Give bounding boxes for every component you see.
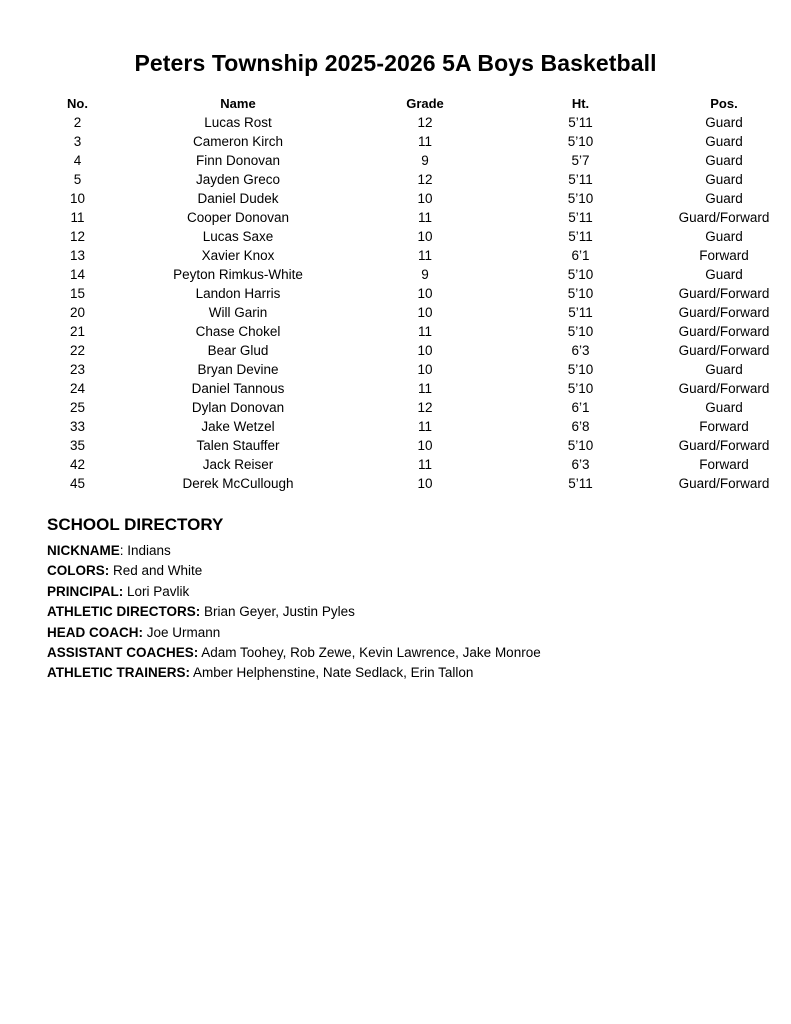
player-number: 42 <box>69 457 86 472</box>
player-position: Guard/Forward <box>678 476 770 491</box>
player-grade: 10 <box>417 476 433 491</box>
player-grade: 10 <box>417 305 433 320</box>
directory-entry <box>47 602 541 622</box>
directory-list <box>47 541 541 684</box>
table-row <box>40 417 776 436</box>
player-name: Will Garin <box>208 305 268 320</box>
player-grade: 12 <box>417 400 433 415</box>
player-height: 6’1 <box>571 400 590 415</box>
player-name: Finn Donovan <box>195 153 281 168</box>
player-number: 22 <box>69 343 86 358</box>
player-name: Jayden Greco <box>195 172 281 187</box>
directory-entry <box>47 623 541 643</box>
directory-label: HEAD COACH: <box>47 624 143 640</box>
player-grade: 10 <box>417 286 433 301</box>
player-number: 23 <box>69 362 86 377</box>
player-grade: 11 <box>417 324 432 339</box>
directory-label: ATHLETIC TRAINERS: <box>47 665 190 681</box>
player-number: 11 <box>70 210 85 225</box>
player-position: Guard/Forward <box>678 324 770 339</box>
player-height: 5’11 <box>568 115 593 130</box>
player-number: 45 <box>69 476 86 491</box>
directory-label: COLORS: <box>47 563 110 579</box>
player-height: 5’10 <box>567 134 594 149</box>
player-number: 12 <box>69 229 86 244</box>
directory-heading: SCHOOL DIRECTORY <box>47 515 224 534</box>
player-name: Landon Harris <box>195 286 281 301</box>
player-name: Peyton Rimkus-White <box>173 267 303 282</box>
player-name: Chase Chokel <box>195 324 281 339</box>
player-grade: 10 <box>417 438 433 453</box>
table-row <box>40 455 776 474</box>
player-position: Guard <box>705 172 743 187</box>
player-position: Guard <box>705 400 743 415</box>
directory-separator: : <box>119 543 128 558</box>
player-height: 5’11 <box>568 476 593 491</box>
directory-label: ATHLETIC DIRECTORS: <box>47 604 201 620</box>
table-row <box>40 436 776 455</box>
directory-entry <box>47 663 541 683</box>
player-grade: 10 <box>417 362 433 377</box>
table-row <box>40 208 776 227</box>
player-grade: 12 <box>417 115 433 130</box>
player-grade: 9 <box>421 267 429 282</box>
player-name: Xavier Knox <box>201 248 275 263</box>
player-number: 21 <box>69 324 86 339</box>
player-height: 5’10 <box>567 438 594 453</box>
player-height: 5’10 <box>567 191 594 206</box>
player-position: Guard/Forward <box>678 381 770 396</box>
directory-value: Adam Toohey, Rob Zewe, Kevin Lawrence, Jake Monroe <box>201 644 541 660</box>
table-row <box>40 303 776 322</box>
table-row <box>40 284 776 303</box>
player-number: 5 <box>73 172 82 187</box>
player-name: Daniel Dudek <box>197 191 279 206</box>
table-row <box>40 398 776 417</box>
player-position: Guard/Forward <box>678 343 770 358</box>
table-row <box>40 360 776 379</box>
player-position: Guard <box>705 134 743 149</box>
player-grade: 11 <box>417 419 432 434</box>
player-number: 20 <box>69 305 86 320</box>
player-position: Guard <box>705 362 743 377</box>
player-name: Jack Reiser <box>202 457 274 472</box>
player-grade: 10 <box>417 343 433 358</box>
player-height: 6’8 <box>571 419 590 434</box>
player-number: 13 <box>69 248 86 263</box>
player-grade: 11 <box>417 134 432 149</box>
player-name: Cameron Kirch <box>192 134 284 149</box>
table-row <box>40 113 776 132</box>
player-number: 15 <box>69 286 86 301</box>
player-grade: 11 <box>417 248 432 263</box>
player-name: Cooper Donovan <box>186 210 290 225</box>
player-number: 35 <box>69 438 86 453</box>
roster-body <box>40 113 776 493</box>
player-height: 6’3 <box>571 457 590 472</box>
player-position: Guard/Forward <box>678 286 770 301</box>
table-row <box>40 151 776 170</box>
table-row <box>40 265 776 284</box>
roster-table <box>40 94 776 493</box>
player-grade: 11 <box>417 210 432 225</box>
table-row <box>40 474 776 493</box>
player-height: 5’10 <box>567 362 594 377</box>
directory-entry <box>47 582 541 602</box>
player-name: Bear Glud <box>207 343 269 358</box>
player-name: Jake Wetzel <box>201 419 275 434</box>
directory-label: ASSISTANT COACHES: <box>47 644 199 660</box>
directory-entry <box>47 561 541 581</box>
player-position: Guard/Forward <box>678 210 770 225</box>
player-name: Talen Stauffer <box>196 438 280 453</box>
player-height: 5’10 <box>567 381 594 396</box>
directory-value: Red and White <box>113 563 203 579</box>
player-height: 5’11 <box>568 172 593 187</box>
player-number: 10 <box>69 191 86 206</box>
player-height: 5’10 <box>567 324 594 339</box>
player-height: 5’11 <box>568 229 593 244</box>
player-height: 5’11 <box>568 210 593 225</box>
player-height: 5’10 <box>567 286 594 301</box>
player-height: 5’11 <box>568 305 593 320</box>
table-row <box>40 170 776 189</box>
player-position: Guard/Forward <box>678 305 770 320</box>
player-name: Bryan Devine <box>197 362 279 377</box>
table-row <box>40 189 776 208</box>
player-grade: 10 <box>417 229 433 244</box>
table-row <box>40 246 776 265</box>
page-title: Peters Township 2025-2026 5A Boys Basketball <box>134 50 657 76</box>
header-height: Ht. <box>571 96 590 111</box>
player-height: 6’3 <box>571 343 590 358</box>
player-grade: 11 <box>417 381 432 396</box>
directory-value: Brian Geyer, Justin Pyles <box>204 604 355 620</box>
player-position: Forward <box>699 248 749 263</box>
header-position: Pos. <box>710 96 738 111</box>
player-grade: 9 <box>421 153 429 168</box>
table-row <box>40 132 776 151</box>
player-position: Guard <box>705 229 743 244</box>
directory-value: Amber Helphenstine, Nate Sedlack, Erin Tallon <box>193 665 474 681</box>
table-row <box>40 227 776 246</box>
player-position: Guard <box>705 153 743 168</box>
player-name: Lucas Saxe <box>202 229 274 244</box>
header-grade: Grade <box>406 96 444 111</box>
player-height: 5’7 <box>571 153 590 168</box>
player-position: Guard/Forward <box>678 438 770 453</box>
directory-entry <box>47 643 541 663</box>
roster-header-row <box>40 94 776 113</box>
directory-value: Joe Urmann <box>146 624 221 640</box>
player-number: 3 <box>73 134 82 149</box>
directory-value: Indians <box>127 543 171 558</box>
player-number: 25 <box>69 400 86 415</box>
header-no: No. <box>67 96 88 111</box>
player-number: 2 <box>73 115 82 130</box>
directory-label: PRINCIPAL: <box>47 583 124 599</box>
player-position: Forward <box>699 457 749 472</box>
table-row <box>40 341 776 360</box>
player-number: 14 <box>69 267 86 282</box>
player-grade: 10 <box>417 191 433 206</box>
header-name: Name <box>220 96 256 111</box>
player-name: Dylan Donovan <box>191 400 285 415</box>
player-position: Guard <box>705 191 743 206</box>
player-grade: 11 <box>417 457 432 472</box>
player-position: Forward <box>699 419 749 434</box>
player-number: 4 <box>73 153 82 168</box>
player-number: 33 <box>69 419 86 434</box>
player-position: Guard <box>705 267 743 282</box>
player-number: 24 <box>69 381 86 396</box>
player-height: 6’1 <box>571 248 590 263</box>
player-position: Guard <box>705 115 743 130</box>
directory-value: Lori Pavlik <box>127 583 190 599</box>
directory-entry <box>47 541 541 561</box>
player-name: Derek McCullough <box>182 476 294 491</box>
player-grade: 12 <box>417 172 433 187</box>
table-row <box>40 379 776 398</box>
player-height: 5’10 <box>567 267 594 282</box>
table-row <box>40 322 776 341</box>
player-name: Daniel Tannous <box>191 381 285 396</box>
player-name: Lucas Rost <box>204 115 272 130</box>
directory-label: NICKNAME <box>47 543 120 558</box>
